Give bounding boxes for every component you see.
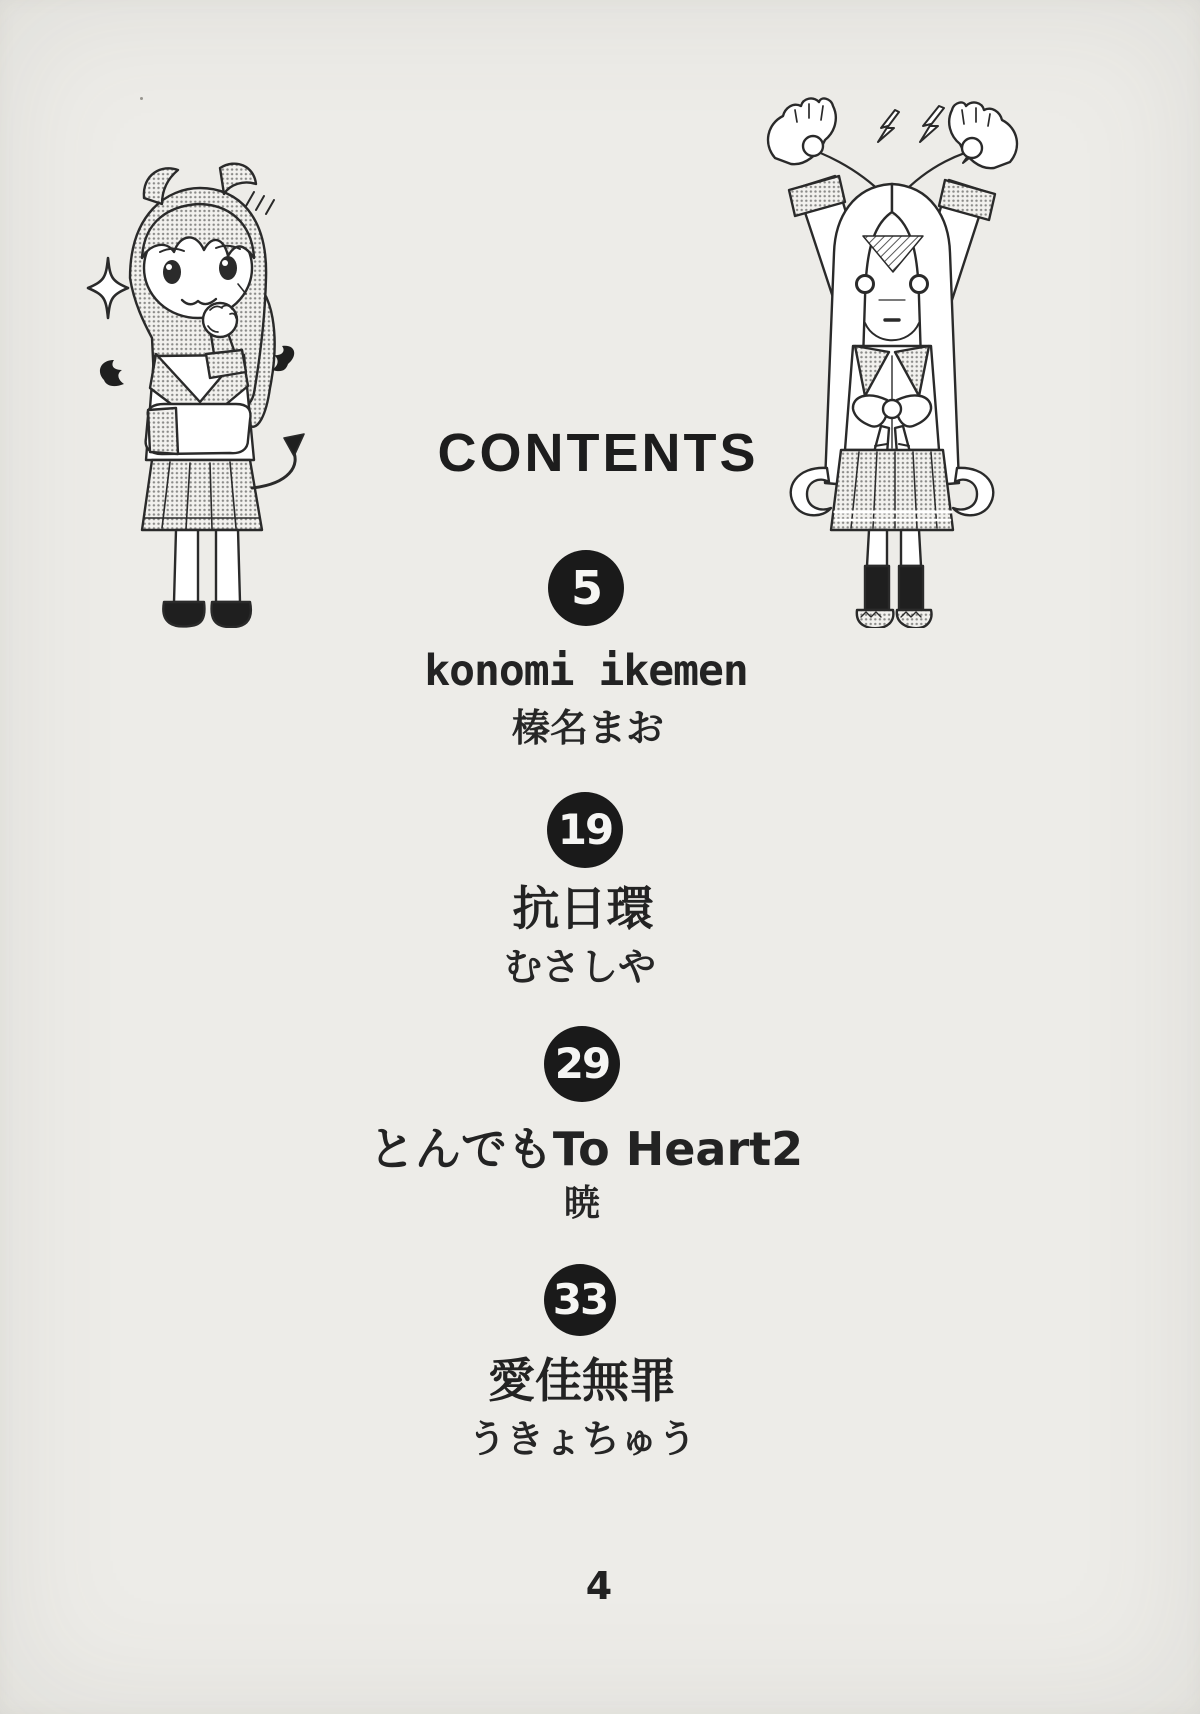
toc-entry-author: うきょちゅう [467,1417,697,1461]
toc-entry-author: 榛名まお [511,706,665,750]
page-number-badge [544,1264,616,1336]
page-number: 5 [570,561,601,615]
page-title: CONTENTS [437,423,759,483]
toc-entry-author: むさしや [503,945,657,989]
chibi-girl-right-illustration [735,88,1050,628]
lightning-icon [920,106,944,142]
page-number: 29 [554,1039,610,1088]
page-number-badge [548,550,624,626]
toc-entry-title: 抗日環 [512,882,654,937]
devil-tail-icon [252,434,304,488]
page-number-badge [544,1026,620,1102]
scan-speck [140,97,143,100]
bat-wing-icon [100,360,124,386]
ok-hand-icon [949,103,1017,169]
page-folio: 4 [585,1564,613,1608]
page-number: 19 [557,805,613,854]
toc-entry-title: とんでもTo Heart2 [368,1122,804,1176]
toc-entry-title: konomi ikemen [424,646,748,696]
page-number-badge [547,792,623,868]
page-number: 33 [552,1275,608,1324]
chibi-girl-left-illustration [78,158,338,628]
sparkle-icon [88,258,128,318]
toc-entry-title: 愛佳無罪 [488,1354,676,1409]
toc-entry-author: 暁 [563,1183,601,1224]
lightning-icon [878,110,899,142]
